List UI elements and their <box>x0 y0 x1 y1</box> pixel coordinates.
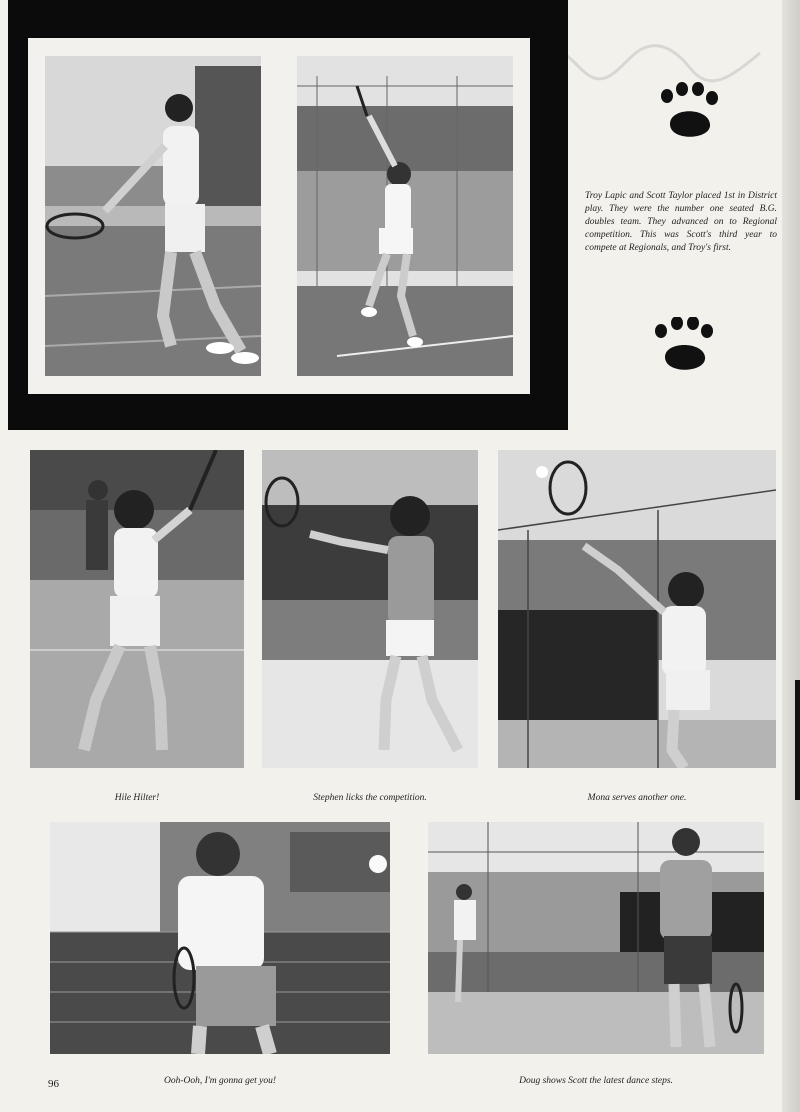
page-edge-tab <box>795 680 800 800</box>
caption-mona: Mona serves another one. <box>587 793 687 803</box>
photo-ooh-ooh <box>50 822 390 1054</box>
photo-troy-forehand <box>45 56 261 376</box>
photo-scott-serve <box>297 56 513 376</box>
page-number: 96 <box>48 1078 59 1090</box>
tennis-summary-text: Troy Lapic and Scott Taylor placed 1st in District play. They were the number one seated B.G. doubles team. They advanced on to Regional competition. This was Scott's third year to compete at Regionals, and Troy's first. <box>585 191 777 253</box>
photo-mona-serve <box>498 450 776 768</box>
caption-ooh-ooh: Ooh-Ooh, I'm gonna get you! <box>163 1076 277 1086</box>
photo-hile-hilter <box>30 450 244 768</box>
photo-stephen <box>262 450 478 768</box>
page-edge <box>782 0 800 1112</box>
caption-stephen: Stephen licks the competition. <box>313 793 427 803</box>
paw-print-icon <box>658 82 720 142</box>
caption-doug: Doug shows Scott the latest dance steps. <box>519 1076 673 1086</box>
paw-print-icon <box>653 317 715 375</box>
photo-doug-scott <box>428 822 764 1054</box>
caption-hile-hilter: Hile Hilter! <box>114 793 160 803</box>
